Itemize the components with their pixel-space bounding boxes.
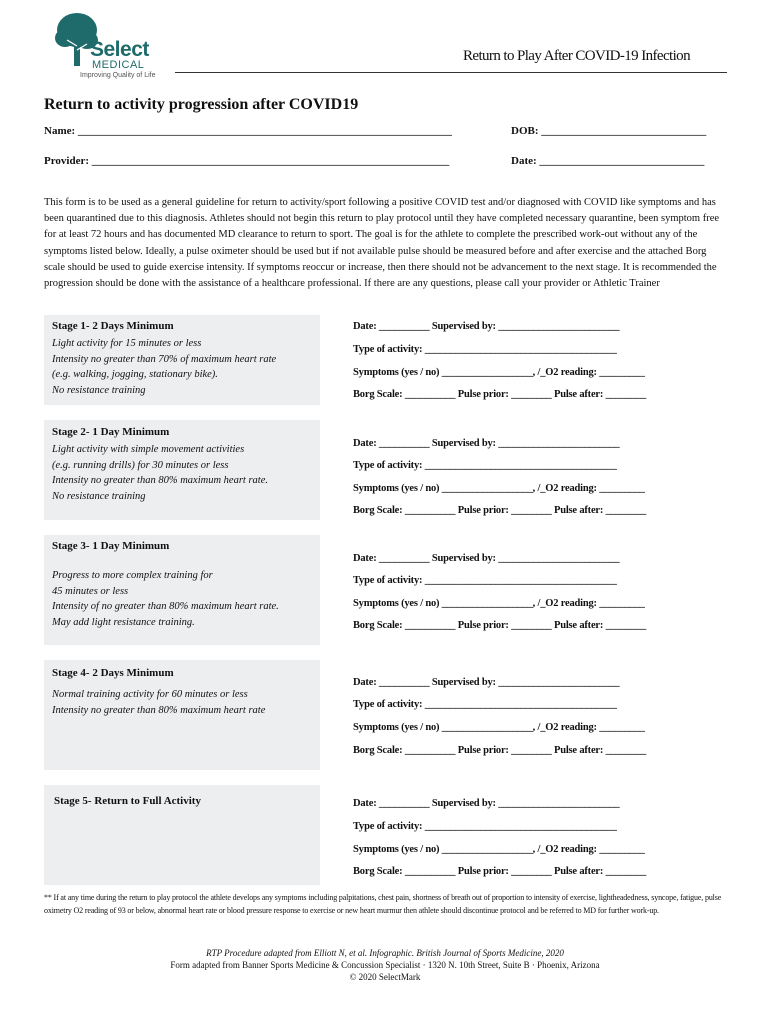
borg-scale-field[interactable]: Borg Scale: __________ Pulse prior: ________ Pulse after: ________	[353, 866, 647, 877]
logo-sub: MEDICAL	[92, 59, 145, 71]
logo-word: Select	[90, 38, 149, 61]
stage-description	[52, 568, 279, 630]
stage-desc-line: (e.g. walking, jogging, stationary bike).	[52, 369, 218, 380]
header-title: Return to Play After COVID-19 Infection	[463, 48, 690, 64]
type-activity-field[interactable]: Type of activity: ______________________________________	[353, 699, 617, 710]
provider-field[interactable]: Provider: _________________________________________________________________	[44, 155, 450, 167]
symptoms-field[interactable]: Symptoms (yes / no) __________________, /_O2 reading: _________	[353, 598, 645, 609]
footer-citation: RTP Procedure adapted from Elliott N, et al. Infographic. British Journal of Sports Medicine, 2020	[206, 948, 564, 958]
stage-desc-line: (e.g. running drills) for 30 minutes or less	[52, 459, 229, 471]
type-activity-field[interactable]: Type of activity: ______________________________________	[353, 821, 617, 832]
name-field[interactable]: Name: ____________________________________________________________________	[44, 125, 452, 137]
form-title: Return to activity progression after COVID19	[44, 96, 359, 113]
date-supervised-field[interactable]: Date: __________ Supervised by: ________________________	[353, 798, 620, 809]
stage-title: Stage 5- Return to Full Activity	[54, 795, 201, 807]
footer-copyright: © 2020 SelectMark	[349, 972, 421, 982]
date-supervised-field[interactable]: Date: __________ Supervised by: ________________________	[353, 438, 620, 449]
stage-1-box	[44, 315, 320, 405]
stage-desc-line: May add light resistance training.	[52, 616, 195, 628]
logo-tagline: Improving Quality of Life	[80, 72, 156, 79]
symptoms-field[interactable]: Symptoms (yes / no) __________________, /_O2 reading: _________	[353, 844, 645, 855]
stage-title: Stage 3- 1 Day Minimum	[52, 540, 170, 552]
stage-2-box	[44, 420, 320, 520]
date-supervised-field[interactable]: Date: __________ Supervised by: ________________________	[353, 677, 620, 688]
stage-desc-line: Normal training activity for 60 minutes or less	[52, 689, 248, 700]
stage-description	[52, 442, 268, 504]
footer-address: Form adapted from Banner Sports Medicine & Concussion Specialist · 1320 N. 10th Street, Suite B · Phoenix, Arizona	[170, 960, 600, 970]
stage-desc-line: Intensity no greater than 70% of maximum heart rate	[52, 353, 277, 365]
warning-note: ** If at any time during the return to play protocol the athlete develops any symptoms including palpitations, chest pain, shortness of breath out of proportion to intensity of exercise, lightheadedness, syncope, fatigue, pulse oximetry O2 reading of 93 or below, abnormal heart rate or blood pressure response to exercise or new heart murmur then athlete should discontinue protocol and be referred to MD for further work-up.	[44, 893, 722, 915]
intro-paragraph: This form is to be used as a general guideline for return to activity/sport following a positive COVID test and/or diagnosed with COVID like symptoms and has been quarantined due to this diagnosis. Athletes should not begin this return to play protocol until they have completed necessary quarantine, been symptom free for at least 72 hours and has documented MD clearance to return to sport. The goal is for the athlete to complete the prescribed work-out without any of the symptoms listed below. Ideally, a pulse oximeter should be used but if not available pulse should be measured before and after exercise and the attached Borg scale should be used to guide exercise intensity. If symptoms reoccur or increase, then there should not be advancement to the next stage. It is recommended the progression should be done with the assistance of a healthcare professional. If there are any questions, please call your provider or Athletic Trainer	[44, 197, 720, 290]
type-activity-field[interactable]: Type of activity: ______________________________________	[353, 344, 617, 355]
borg-scale-field[interactable]: Borg Scale: __________ Pulse prior: ________ Pulse after: ________	[353, 505, 647, 516]
select-medical-logo	[55, 10, 175, 82]
stage-desc-line: Light activity with simple movement activities	[52, 444, 245, 455]
stage-desc-line: No resistance training	[52, 490, 146, 502]
stage-desc-line: Intensity no greater than 80% maximum heart rate	[52, 704, 266, 716]
stage-4-box	[44, 660, 320, 770]
stage-desc-line: Intensity no greater than 80% maximum heart rate.	[52, 475, 268, 486]
date-supervised-field[interactable]: Date: __________ Supervised by: ________________________	[353, 321, 620, 332]
symptoms-field[interactable]: Symptoms (yes / no) __________________, /_O2 reading: _________	[353, 367, 645, 378]
borg-scale-field[interactable]: Borg Scale: __________ Pulse prior: ________ Pulse after: ________	[353, 745, 647, 756]
date-supervised-field[interactable]: Date: __________ Supervised by: ________________________	[353, 553, 620, 564]
dob-field[interactable]: DOB: ______________________________	[511, 125, 707, 137]
type-activity-field[interactable]: Type of activity: ______________________________________	[353, 460, 617, 471]
stage-5-box	[44, 785, 320, 885]
symptoms-field[interactable]: Symptoms (yes / no) __________________, /_O2 reading: _________	[353, 483, 645, 494]
stage-description	[52, 336, 276, 398]
stage-desc-line: Progress to more complex training for	[52, 570, 213, 581]
stage-title: Stage 4- 2 Days Minimum	[52, 667, 174, 679]
stage-title: Stage 1- 2 Days Minimum	[52, 320, 174, 332]
stage-3-box	[44, 535, 320, 645]
type-activity-field[interactable]: Type of activity: ______________________________________	[353, 575, 617, 586]
borg-scale-field[interactable]: Borg Scale: __________ Pulse prior: ________ Pulse after: ________	[353, 620, 647, 631]
stage-desc-line: No resistance training	[52, 384, 146, 396]
stage-description	[52, 687, 265, 718]
stage-desc-line: Intensity of no greater than 80% maximum heart rate.	[52, 601, 279, 612]
borg-scale-field[interactable]: Borg Scale: __________ Pulse prior: ________ Pulse after: ________	[353, 389, 647, 400]
stage-desc-line: 45 minutes or less	[52, 585, 129, 597]
stage-title: Stage 2- 1 Day Minimum	[52, 426, 170, 438]
stage-desc-line: Light activity for 15 minutes or less	[52, 338, 202, 349]
symptoms-field[interactable]: Symptoms (yes / no) __________________, /_O2 reading: _________	[353, 722, 645, 733]
date-field[interactable]: Date: ______________________________	[511, 155, 705, 167]
header-divider	[175, 72, 727, 73]
